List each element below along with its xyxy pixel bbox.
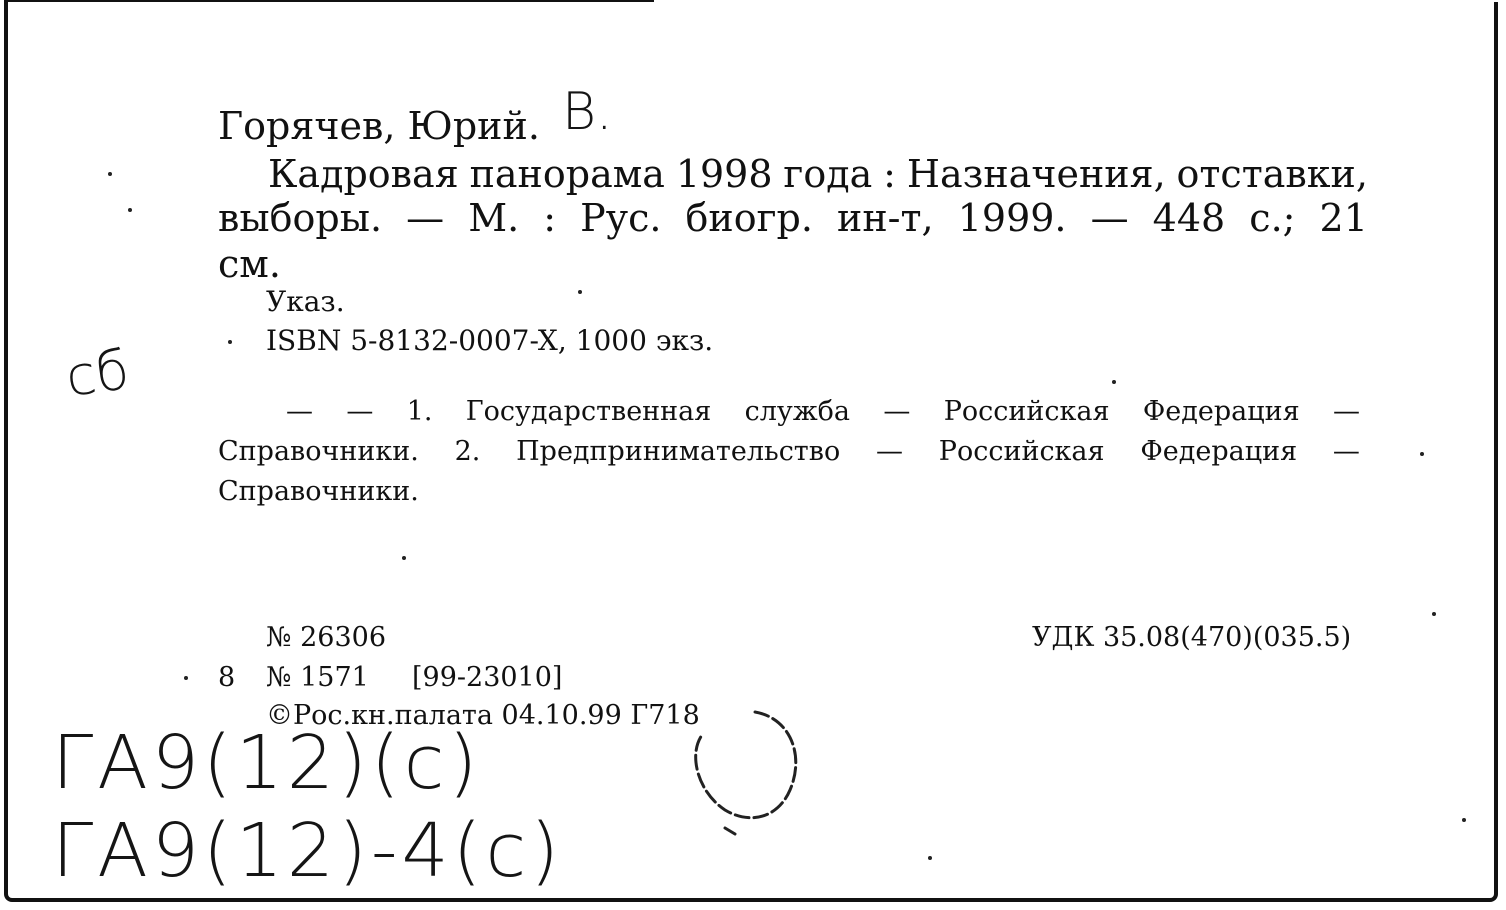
title-word: Рус. <box>580 196 662 240</box>
title-word: ин-т, <box>837 196 934 240</box>
subject-word: 1. <box>406 396 433 427</box>
title-word: отставки, <box>1176 152 1368 196</box>
subject-word: 2. <box>454 436 481 467</box>
subject-word: — <box>346 396 374 427</box>
margin-handwritten-mark: сб <box>61 337 133 410</box>
title-word: 21 <box>1319 196 1368 240</box>
title-word: с.; <box>1249 196 1296 240</box>
subject-word: Российская <box>938 436 1105 467</box>
scan-speck <box>402 556 406 560</box>
subjects-line-1 <box>286 396 1360 428</box>
handwritten-shelfmark-1: ГА9(12)(с) <box>52 720 482 806</box>
title-word: М. <box>468 196 520 240</box>
title-word: Назначения, <box>906 152 1166 196</box>
title-word: Кадровая <box>268 152 459 196</box>
secondary-number: № 1571 <box>266 662 369 693</box>
title-line-2 <box>218 194 1368 242</box>
subject-word: — <box>883 396 911 427</box>
title-word: панорама <box>469 152 665 196</box>
scan-speck <box>228 340 232 344</box>
author-handwritten-initial: В. <box>562 82 613 142</box>
subject-word: Федерация <box>1140 436 1298 467</box>
title-word: 1998 <box>675 152 773 196</box>
title-word: выборы. <box>218 196 383 240</box>
handwritten-shelfmark-2: ГА9(12)-4(с) <box>52 808 564 894</box>
subject-word: — <box>876 436 903 467</box>
subject-word: Федерация <box>1142 396 1300 427</box>
title-word: 448 <box>1152 196 1226 240</box>
title-word: года <box>783 152 873 196</box>
index-note: Указ. <box>266 285 345 318</box>
subject-word: — <box>286 396 313 427</box>
subject-word: служба <box>744 396 851 427</box>
scan-speck <box>1432 612 1436 616</box>
title-word: — <box>1090 196 1129 240</box>
subject-word: Российская <box>943 396 1110 427</box>
scan-speck <box>108 172 112 176</box>
subjects-line-2 <box>218 436 1360 468</box>
udk-code: УДК 35.08(470)(035.5) <box>1032 622 1352 653</box>
isbn-line: ISBN 5-8132-0007-X, 1000 экз. <box>266 324 714 357</box>
number-prefix: 8 <box>218 662 236 693</box>
subject-word: Предпринимательство <box>516 436 841 467</box>
hand-drawn-circle-mark <box>680 700 820 850</box>
title-line-1 <box>268 150 1368 198</box>
record-number: № 26306 <box>266 622 387 653</box>
subject-word: Справочники. <box>218 436 419 467</box>
subject-word: — <box>1332 396 1360 427</box>
title-word: — <box>406 196 445 240</box>
title-word: : <box>883 152 896 196</box>
scan-speck <box>1462 818 1466 822</box>
scan-speck <box>578 290 582 294</box>
title-word: биогр. <box>685 196 813 240</box>
subjects-line-3: Справочники. <box>218 476 419 507</box>
title-word: 1999. <box>957 196 1067 240</box>
scan-speck <box>1112 380 1116 384</box>
scan-speck <box>184 676 188 680</box>
subject-word: — <box>1332 436 1360 467</box>
scan-speck <box>1420 452 1424 456</box>
scan-speck <box>128 208 132 212</box>
scan-speck <box>928 856 932 860</box>
title-line-3: см. <box>218 242 281 286</box>
bracketed-number: [99-23010] <box>412 662 563 693</box>
author-name: Горячев, Юрий. <box>218 104 540 148</box>
title-word: : <box>543 196 557 240</box>
subject-word: Государственная <box>465 396 712 427</box>
copyright-line: ©Рос.кн.палата 04.10.99 Г718 <box>266 700 700 731</box>
